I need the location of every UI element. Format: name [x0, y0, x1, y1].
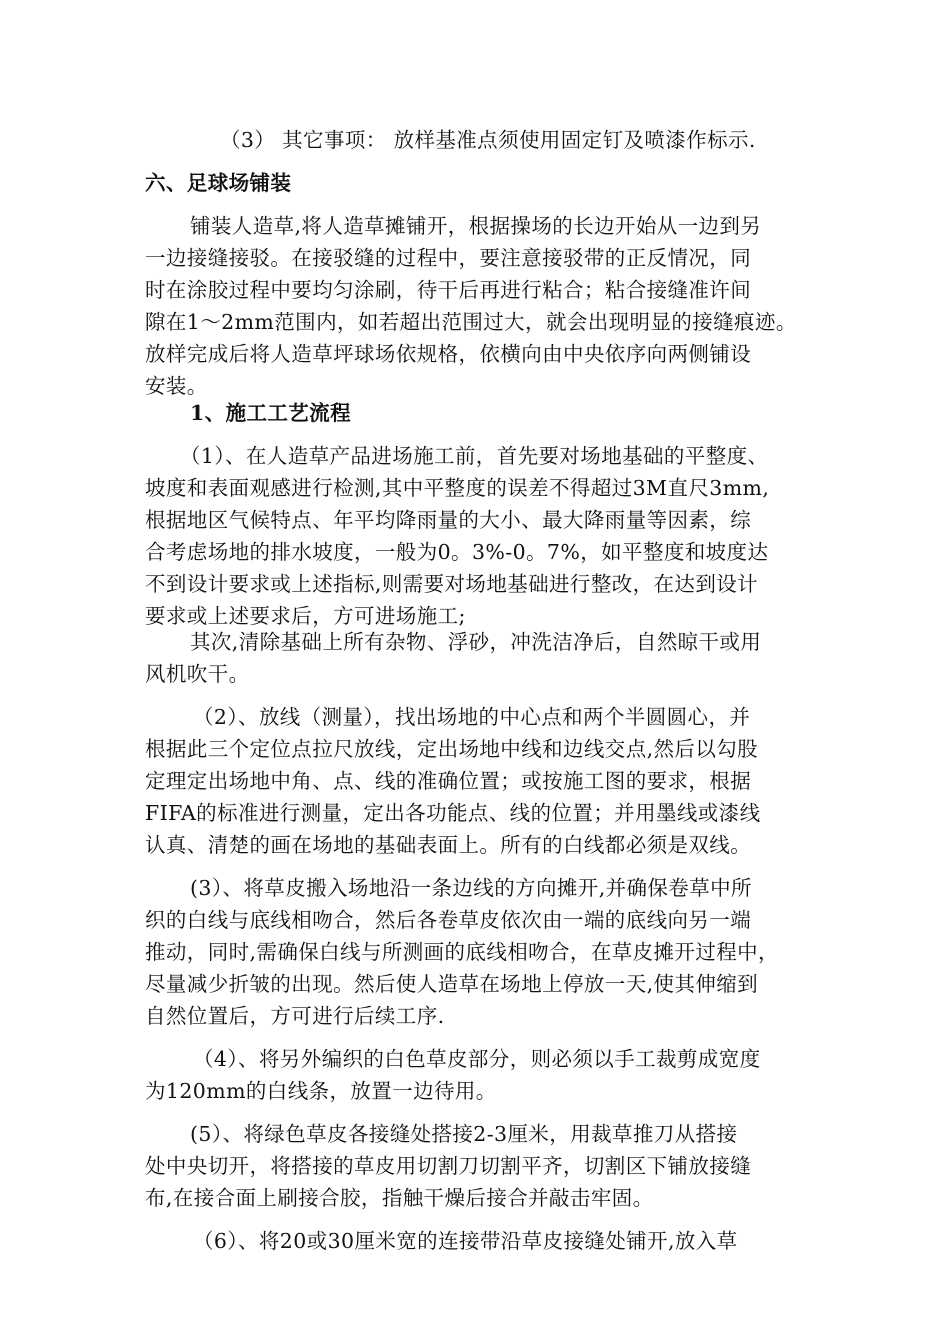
paragraph-line: 坡度和表面观感进行检测,其中平整度的误差不得超过3M直尺3mm, — [145, 476, 770, 500]
paragraph-line: （4）、将另外编织的白色草皮部分，则必须以手工裁剪成宽度 — [193, 1047, 761, 1071]
paragraph-line: 自然位置后，方可进行后续工序. — [145, 1004, 445, 1028]
paragraph-line: (5）、将绿色草皮各接缝处搭接2-3厘米，用裁草推刀从搭接 — [190, 1122, 738, 1146]
subsection-heading-process-flow: 1、施工工艺流程 — [190, 401, 351, 425]
paragraph-line: 织的白线与底线相吻合，然后各卷草皮依次由一端的底线向另一端 — [145, 908, 752, 932]
paragraph-line: 风机吹干。 — [145, 662, 250, 686]
paragraph-line: 认真、清楚的画在场地的基础表面上。所有的白线都必须是双线。 — [145, 833, 752, 857]
paragraph-line: 时在涂胶过程中要均匀涂刷，待干后再进行粘合；粘合接缝准许间 — [145, 278, 752, 302]
paragraph-line: 铺装人造草,将人造草摊铺开，根据操场的长边开始从一边到另 — [190, 214, 762, 238]
paragraph-line: 隙在1～2mm范围内，如若超出范围过大，就会出现明显的接缝痕迹。 — [145, 310, 797, 334]
paragraph-line: 要求或上述要求后，方可进场施工; — [145, 604, 466, 628]
paragraph-line: 安装。 — [145, 374, 208, 398]
paragraph-line: （2）、放线（测量），找出场地的中心点和两个半圆圆心，并 — [193, 705, 751, 729]
paragraph-line: 处中央切开，将搭接的草皮用切割刀切割平齐，切割区下铺放接缝 — [145, 1154, 752, 1178]
paragraph-line: 其次,清除基础上所有杂物、浮砂，冲洗洁净后，自然晾干或用 — [190, 630, 762, 654]
paragraph-line: 放样完成后将人造草坪球场依规格，依横向由中央依序向两侧铺设 — [145, 342, 752, 366]
paragraph-line: 合考虑场地的排水坡度，一般为0。3%-0。7%，如平整度和坡度达 — [145, 540, 769, 564]
paragraph-line: 根据地区气候特点、年平均降雨量的大小、最大降雨量等因素，综 — [145, 508, 752, 532]
paragraph-line: FIFA的标准进行测量，定出各功能点、线的位置；并用墨线或漆线 — [145, 801, 761, 825]
paragraph-line: 尽量减少折皱的出现。然后使人造草在场地上停放一天,使其伸缩到 — [145, 972, 759, 996]
paragraph-line: 推动，同时,需确保白线与所测画的底线相吻合，在草皮摊开过程中， — [145, 940, 779, 964]
paragraph-line: 根据此三个定位点拉尺放线，定出场地中线和边线交点,然后以勾股 — [145, 737, 759, 761]
section-heading-football-pitch-paving: 六、足球场铺装 — [145, 171, 292, 195]
paragraph-line: （6）、将20或30厘米宽的连接带沿草皮接缝处铺开,放入草 — [193, 1229, 738, 1253]
paragraph-line: （1）、在人造草产品进场施工前，首先要对场地基础的平整度、 — [180, 444, 769, 468]
paragraph-line: 定理定出场地中角、点、线的准确位置；或按施工图的要求，根据 — [145, 769, 752, 793]
paragraph-line: 不到设计要求或上述指标,则需要对场地基础进行整改，在达到设计 — [145, 572, 759, 596]
item-3-other-matters: （3） 其它事项： 放样基准点须使用固定钉及喷漆作标示. — [220, 128, 756, 152]
paragraph-line: 为120mm的白线条，放置一边待用。 — [145, 1079, 497, 1103]
paragraph-line: (3）、将草皮搬入场地沿一条边线的方向摊开,并确保卷草中所 — [190, 876, 752, 900]
paragraph-line: 布,在接合面上刷接合胶，指触干燥后接合并敲击牢固。 — [145, 1186, 654, 1210]
paragraph-line: 一边接缝接驳。在接驳缝的过程中，要注意接驳带的正反情况，同 — [145, 246, 752, 270]
